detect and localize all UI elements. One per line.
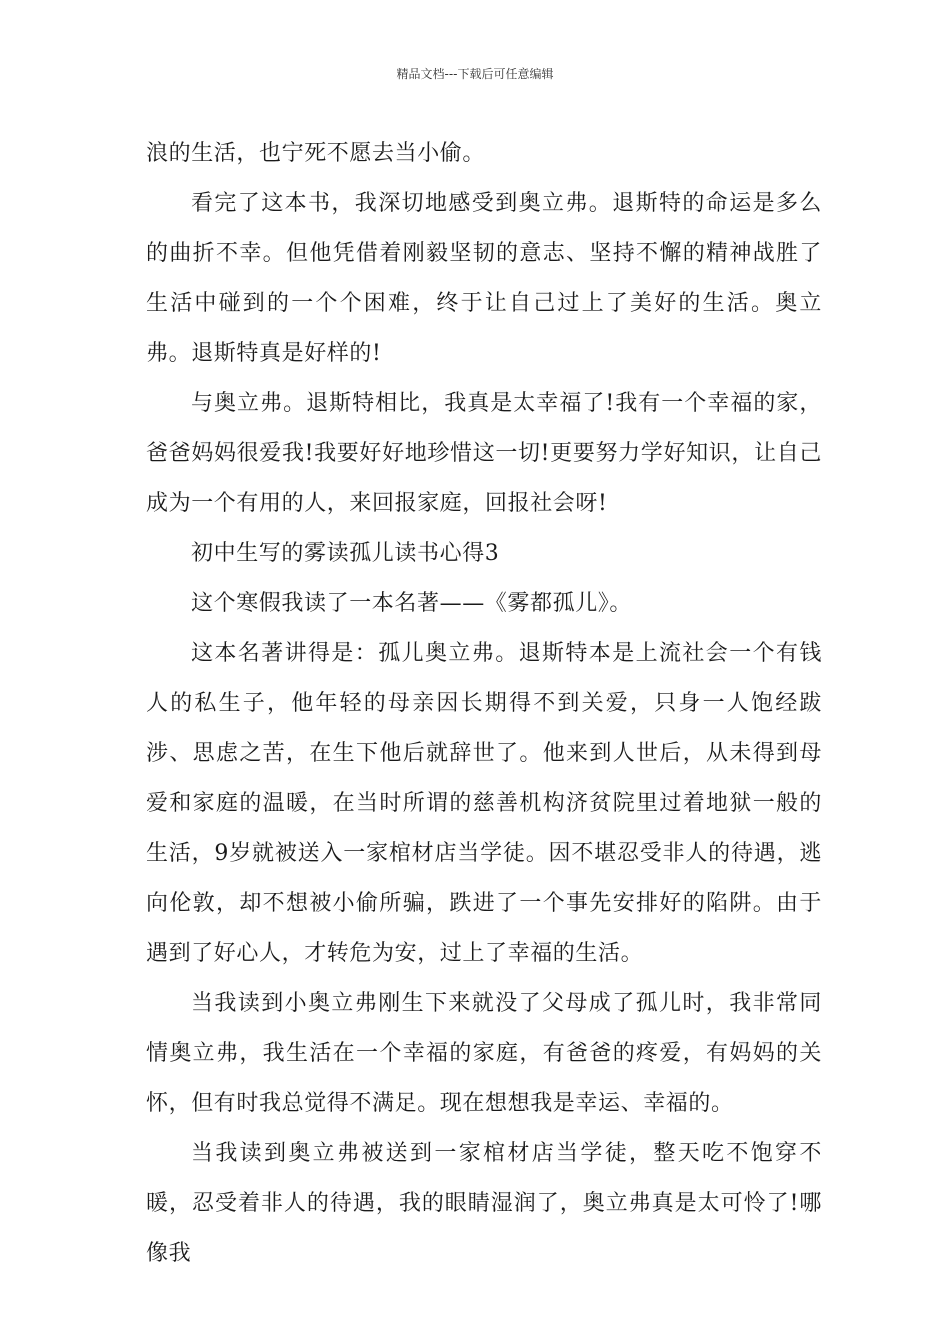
paragraph: 这本名著讲得是：孤儿奥立弗。退斯特本是上流社会一个有钱人的私生子，他年轻的母亲因长期得不到关爱，只身一人饱经跋涉、思虑之苦，在生下他后就辞世了。他来到人世后，从未得到母爱和家庭的温暖，在当时所谓的慈善机构济贫院里过着地狱一般的生活，9岁就被送入一家棺材店当学徒。因不堪忍受非人的待遇，逃向伦敦，却不想被小偷所骗，跌进了一个事先安排好的陷阱。由于遇到了好心人，才转危为安，过上了幸福的生活。 bbox=[146, 641, 822, 966]
document-body bbox=[146, 129, 822, 1279]
paragraph: 当我读到奥立弗被送到一家棺材店当学徒，整天吃不饱穿不暖，忍受着非人的待遇，我的眼睛湿润了，奥立弗真是太可怜了!哪像我 bbox=[146, 1141, 822, 1266]
page-header: 精品文档---下载后可任意编辑 bbox=[396, 67, 554, 81]
section-title: 初中生写的雾读孤儿读书心得3 bbox=[191, 541, 500, 566]
paragraph: 浪的生活，也宁死不愿去当小偷。 bbox=[146, 141, 486, 166]
paragraph: 这个寒假我读了一本名著——《雾都孤儿》。 bbox=[191, 591, 633, 616]
paragraph: 当我读到小奥立弗刚生下来就没了父母成了孤儿时，我非常同情奥立弗，我生活在一个幸福的家庭，有爸爸的疼爱，有妈妈的关怀，但有时我总觉得不满足。现在想想我是幸运、幸福的。 bbox=[146, 991, 822, 1116]
paragraph: 看完了这本书，我深切地感受到奥立弗。退斯特的命运是多么的曲折不幸。但他凭借着刚毅坚韧的意志、坚持不懈的精神战胜了生活中碰到的一个个困难，终于让自己过上了美好的生活。奥立弗。退斯特真是好样的! bbox=[146, 191, 822, 366]
paragraph: 与奥立弗。退斯特相比，我真是太幸福了!我有一个幸福的家，爸爸妈妈很爱我!我要好好地珍惜这一切!更要努力学好知识，让自己成为一个有用的人，来回报家庭，回报社会呀! bbox=[146, 391, 822, 516]
